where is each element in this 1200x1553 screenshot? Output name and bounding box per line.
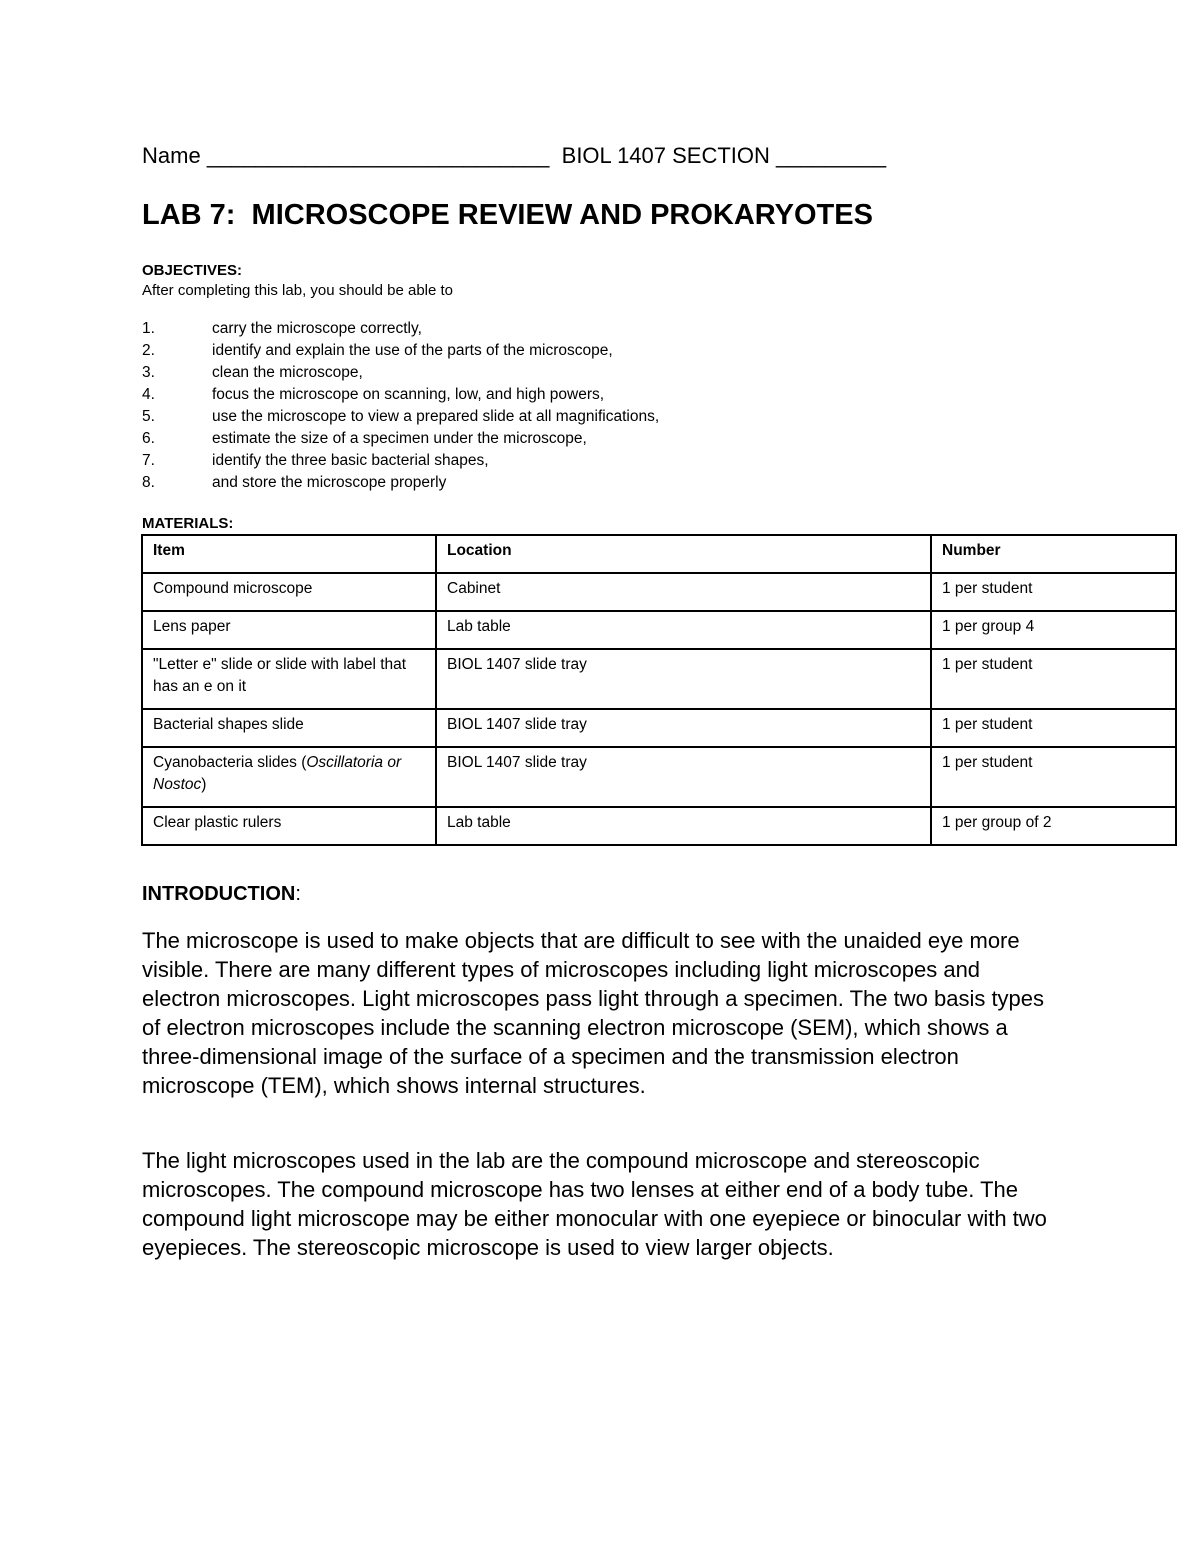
list-item-number: 5. — [142, 408, 155, 425]
cell-item: Clear plastic rulers — [142, 807, 436, 845]
list-item-text: estimate the size of a specimen under the microscope, — [212, 430, 587, 447]
cell-number: 1 per student — [931, 573, 1176, 611]
cell-item-prefix: Cyanobacteria slides ( — [153, 754, 307, 771]
list-item — [142, 340, 659, 362]
cell-location: Cabinet — [436, 573, 931, 611]
cell-location: BIOL 1407 slide tray — [436, 649, 931, 709]
section-blank: _________ — [776, 143, 887, 168]
list-item-text: use the microscope to view a prepared slide at all magnifications, — [212, 408, 660, 425]
page-title: LAB 7: MICROSCOPE REVIEW AND PROKARYOTES — [142, 199, 873, 231]
introduction-paragraph: The microscope is used to make objects that are difficult to see with the unaided eye more visible. There are many different types of microscopes including light microscopes and electron microscopes. Light microscopes pass light through a specimen. The two basis types of electron microscopes include the scanning electron microscope (SEM), which shows a three-dimensional image of the surface of a specimen and the transmission electron microscope (TEM), which shows internal structures. — [142, 928, 1045, 1098]
cell-number: 1 per group of 2 — [931, 807, 1176, 845]
list-item-text: and store the microscope properly — [212, 474, 447, 491]
materials-heading: MATERIALS: — [142, 515, 234, 532]
list-item-text: carry the microscope correctly, — [212, 320, 422, 337]
list-item — [142, 318, 659, 340]
introduction-paragraph: The light microscopes used in the lab are the compound microscope and stereoscopic microscopes. The compound microscope has two lenses at either end of a body tube. The compound light microscope may be either monocular with one eyepiece or binocular with two eyepieces. The stereoscopic microscope is used to view larger objects. — [142, 1148, 1047, 1260]
list-item-number: 7. — [142, 452, 155, 469]
table-row — [142, 649, 1176, 709]
column-header-number: Number — [931, 535, 1176, 573]
list-item-text: clean the microscope, — [212, 364, 363, 381]
table-row — [142, 709, 1176, 747]
table-row — [142, 747, 1176, 807]
objectives-intro: After completing this lab, you should be able to — [142, 282, 454, 299]
introduction-heading-text: INTRODUCTION — [142, 883, 296, 905]
table-row — [142, 573, 1176, 611]
cell-location: Lab table — [436, 807, 931, 845]
list-item-number: 3. — [142, 364, 155, 381]
introduction-heading — [142, 880, 301, 908]
cell-item: Bacterial shapes slide — [142, 709, 436, 747]
list-item-number: 4. — [142, 386, 155, 403]
cell-number: 1 per student — [931, 709, 1176, 747]
cell-item-italic: Oscillatoria or Nostoc — [153, 754, 402, 793]
objectives-list — [142, 318, 659, 494]
name-section-line — [142, 142, 886, 170]
cell-item-suffix: ) — [201, 776, 207, 793]
cell-number: 1 per student — [931, 649, 1176, 709]
list-item — [142, 384, 659, 406]
list-item — [142, 450, 659, 472]
list-item — [142, 406, 659, 428]
list-item-number: 2. — [142, 342, 155, 359]
name-label: Name — [142, 143, 201, 168]
column-header-location: Location — [436, 535, 931, 573]
cell-location: BIOL 1407 slide tray — [436, 747, 931, 807]
list-item-text: identify the three basic bacterial shapes, — [212, 452, 489, 469]
table-row — [142, 807, 1176, 845]
section-label: BIOL 1407 SECTION — [561, 143, 770, 168]
list-item-number: 8. — [142, 474, 155, 491]
cell-location: BIOL 1407 slide tray — [436, 709, 931, 747]
list-item — [142, 362, 659, 384]
table-row — [142, 611, 1176, 649]
cell-item — [142, 747, 436, 807]
cell-item: Lens paper — [142, 611, 436, 649]
list-item-text: identify and explain the use of the parts of the microscope, — [212, 342, 613, 359]
list-item-number: 1. — [142, 320, 155, 337]
objectives-heading: OBJECTIVES: — [142, 262, 243, 279]
column-header-item: Item — [142, 535, 436, 573]
cell-number: 1 per group 4 — [931, 611, 1176, 649]
list-item — [142, 428, 659, 450]
cell-item: "Letter e" slide or slide with label that has an e on it — [142, 649, 436, 709]
list-item-text: focus the microscope on scanning, low, and high powers, — [212, 386, 605, 403]
materials-table — [141, 534, 1177, 846]
name-blank: ____________________________ — [206, 143, 550, 168]
introduction-heading-colon: : — [295, 883, 301, 905]
list-item — [142, 472, 659, 494]
cell-item: Compound microscope — [142, 573, 436, 611]
table-header-row — [142, 535, 1176, 573]
cell-number: 1 per student — [931, 747, 1176, 807]
cell-location: Lab table — [436, 611, 931, 649]
list-item-number: 6. — [142, 430, 155, 447]
